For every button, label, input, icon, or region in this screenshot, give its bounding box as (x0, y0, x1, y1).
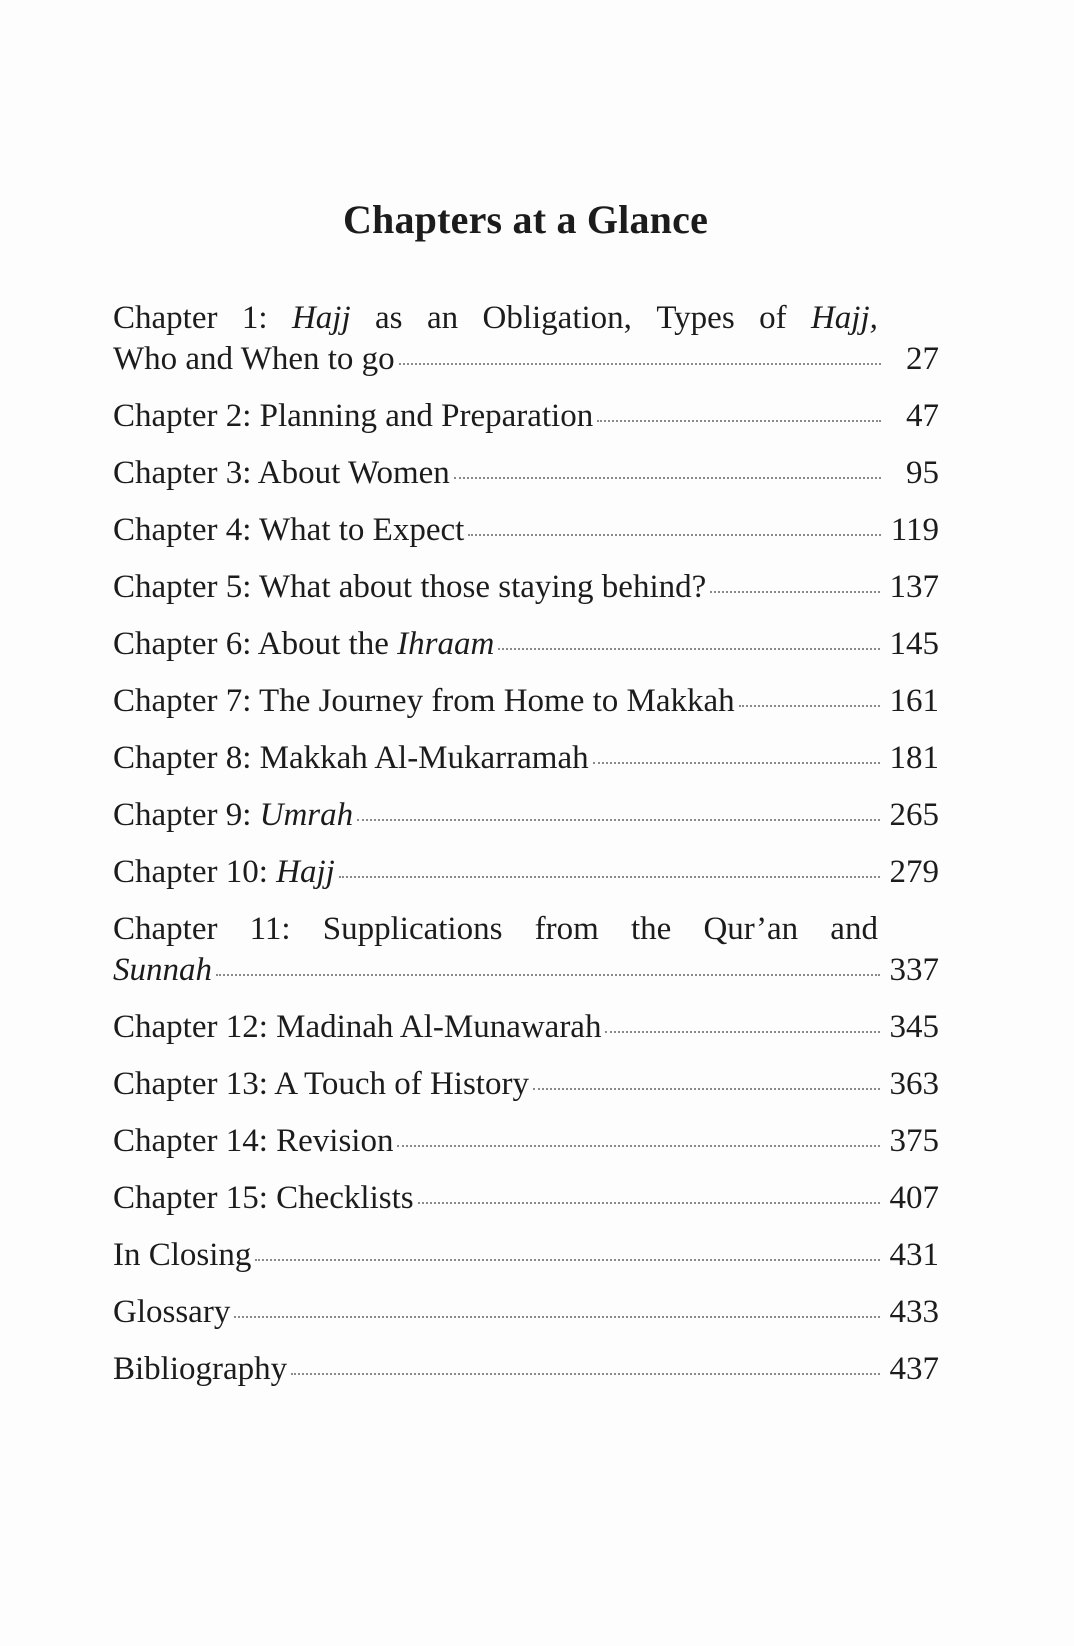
toc-entry (113, 624, 939, 665)
toc-page-number: 337 (889, 952, 939, 988)
dot-leader (399, 363, 881, 365)
toc-entry (113, 852, 939, 893)
toc-word: Supplications (322, 911, 503, 947)
toc-entry-label (113, 1178, 414, 1219)
toc-word: Chapter (113, 300, 218, 336)
toc-word: from (534, 911, 599, 947)
toc-entry-first-line (113, 909, 878, 950)
dot-leader (605, 1031, 879, 1033)
toc-entry-first-line (113, 298, 878, 339)
dot-leader (533, 1088, 880, 1090)
toc-page-number: 95 (906, 455, 939, 491)
dot-leader (255, 1259, 879, 1261)
toc-word: an (426, 300, 459, 336)
toc-entry-line (113, 852, 939, 893)
toc-word: Qur’an (703, 911, 799, 947)
toc-entry-line (113, 795, 939, 836)
dot-leader (234, 1316, 879, 1318)
dot-leader (468, 534, 880, 536)
dot-leader (454, 477, 881, 479)
toc-entry-label (113, 624, 494, 665)
toc-label-part: Chapter 14: Revision (113, 1123, 394, 1159)
table-of-contents (113, 298, 939, 1406)
toc-label-italic-part: Ihraam (397, 626, 495, 662)
toc-label-part: Chapter 8: Makkah Al-Mukarramah (113, 740, 589, 776)
toc-entry (113, 453, 939, 494)
toc-entry (113, 510, 939, 551)
toc-entry-label (113, 510, 464, 551)
toc-label-part: Chapter 7: The Journey from Home to Makkah (113, 683, 735, 719)
toc-entry-line (113, 1121, 939, 1162)
dot-leader (739, 705, 880, 707)
toc-word: Chapter (113, 911, 218, 947)
toc-page-number: 181 (889, 740, 939, 776)
toc-page-number: 279 (889, 854, 939, 890)
toc-entry-line (113, 339, 939, 380)
toc-page-number: 47 (906, 398, 939, 434)
toc-page-number: 27 (906, 341, 939, 377)
toc-entry-line (113, 1235, 939, 1276)
toc-entry-label (113, 567, 706, 608)
toc-label-part: In Closing (113, 1237, 252, 1273)
toc-entry (113, 1292, 939, 1333)
toc-entry (113, 1064, 939, 1105)
toc-word: as (375, 300, 403, 336)
toc-entry (113, 795, 939, 836)
toc-label-part: Chapter 4: What to Expect (113, 512, 465, 548)
toc-entry (113, 909, 939, 991)
toc-entry (113, 396, 939, 437)
toc-label-part: Chapter 10: (113, 854, 277, 890)
toc-entry-label (113, 1349, 287, 1390)
toc-entry (113, 681, 939, 722)
toc-entry-line (113, 738, 939, 779)
toc-entry-line (113, 567, 939, 608)
toc-entry (113, 298, 939, 380)
toc-entry-label (113, 950, 212, 991)
toc-entry-label (113, 681, 735, 722)
dot-leader (418, 1202, 880, 1204)
toc-entry-line (113, 453, 939, 494)
toc-page-number: 431 (889, 1237, 939, 1273)
toc-page-number: 265 (889, 797, 939, 833)
toc-label-part: Chapter 13: A Touch of History (113, 1066, 529, 1102)
dot-leader (597, 420, 881, 422)
toc-entry-label (113, 1064, 529, 1105)
toc-label-part: Who and When to go (113, 341, 395, 377)
toc-entry-line (113, 1064, 939, 1105)
toc-entry-line (113, 681, 939, 722)
toc-entry-line (113, 396, 939, 437)
toc-entry-label (113, 453, 450, 494)
dot-leader (216, 974, 880, 976)
toc-label-part: Chapter 3: About Women (113, 455, 450, 491)
toc-label-part: Glossary (113, 1294, 231, 1330)
toc-label-part: Chapter 2: Planning and Preparation (113, 398, 594, 434)
toc-entry (113, 567, 939, 608)
toc-label-part: Chapter 12: Madinah Al-Munawarah (113, 1009, 602, 1045)
toc-page-number: 145 (889, 626, 939, 662)
toc-entry-label (113, 1007, 601, 1048)
dot-leader (291, 1373, 879, 1375)
toc-label-part: Bibliography (113, 1351, 288, 1387)
page-title: Chapters at a Glance (342, 197, 709, 242)
toc-entry (113, 1121, 939, 1162)
toc-label-italic-part: Umrah (259, 797, 354, 833)
dot-leader (397, 1145, 879, 1147)
toc-label-part: Chapter 15: Checklists (113, 1180, 414, 1216)
toc-page-number: 407 (889, 1180, 939, 1216)
toc-entry (113, 1235, 939, 1276)
toc-entry-label (113, 396, 593, 437)
toc-entry-line (113, 950, 939, 991)
toc-entry (113, 1349, 939, 1390)
toc-entry-line (113, 1349, 939, 1390)
toc-word: Obligation, (482, 300, 632, 336)
toc-label-part: Chapter 9: (113, 797, 260, 833)
toc-page-number: 433 (889, 1294, 939, 1330)
dot-leader (710, 591, 879, 593)
dot-leader (498, 648, 879, 650)
toc-word: 11: (249, 911, 291, 947)
toc-entry-line (113, 1178, 939, 1219)
toc-page-number: 161 (889, 683, 939, 719)
toc-entry-line (113, 1292, 939, 1333)
dot-leader (357, 819, 879, 821)
toc-entry-line (113, 624, 939, 665)
toc-entry (113, 738, 939, 779)
toc-label-italic-part: Hajj (276, 854, 335, 890)
toc-word: Hajj, (810, 300, 878, 336)
toc-entry-label (113, 1121, 393, 1162)
toc-word: the (630, 911, 672, 947)
toc-page-number: 437 (889, 1351, 939, 1387)
toc-entry-line (113, 1007, 939, 1048)
dot-leader (593, 762, 880, 764)
toc-word: 1: (241, 300, 268, 336)
toc-page-number: 119 (890, 512, 939, 548)
toc-entry-line (113, 510, 939, 551)
toc-entry-label (113, 738, 589, 779)
toc-page-number: 137 (889, 569, 939, 605)
toc-entry (113, 1007, 939, 1048)
toc-entry-label (113, 852, 335, 893)
toc-page-number: 363 (889, 1066, 939, 1102)
toc-entry-label (113, 1235, 251, 1276)
toc-word: Types (656, 300, 735, 336)
toc-word: and (830, 911, 878, 947)
toc-label-italic-part: Sunnah (113, 952, 212, 988)
toc-entry (113, 1178, 939, 1219)
toc-entry-label (113, 1292, 230, 1333)
toc-label-part: Chapter 6: About the (113, 626, 398, 662)
dot-leader (339, 876, 880, 878)
toc-entry-label (113, 795, 353, 836)
toc-word: of (759, 300, 787, 336)
toc-page-number: 345 (889, 1009, 939, 1045)
toc-entry-label (113, 339, 395, 380)
toc-word: Hajj (291, 300, 351, 336)
toc-label-part: Chapter 5: What about those staying behind? (113, 569, 707, 605)
toc-page-number: 375 (889, 1123, 939, 1159)
